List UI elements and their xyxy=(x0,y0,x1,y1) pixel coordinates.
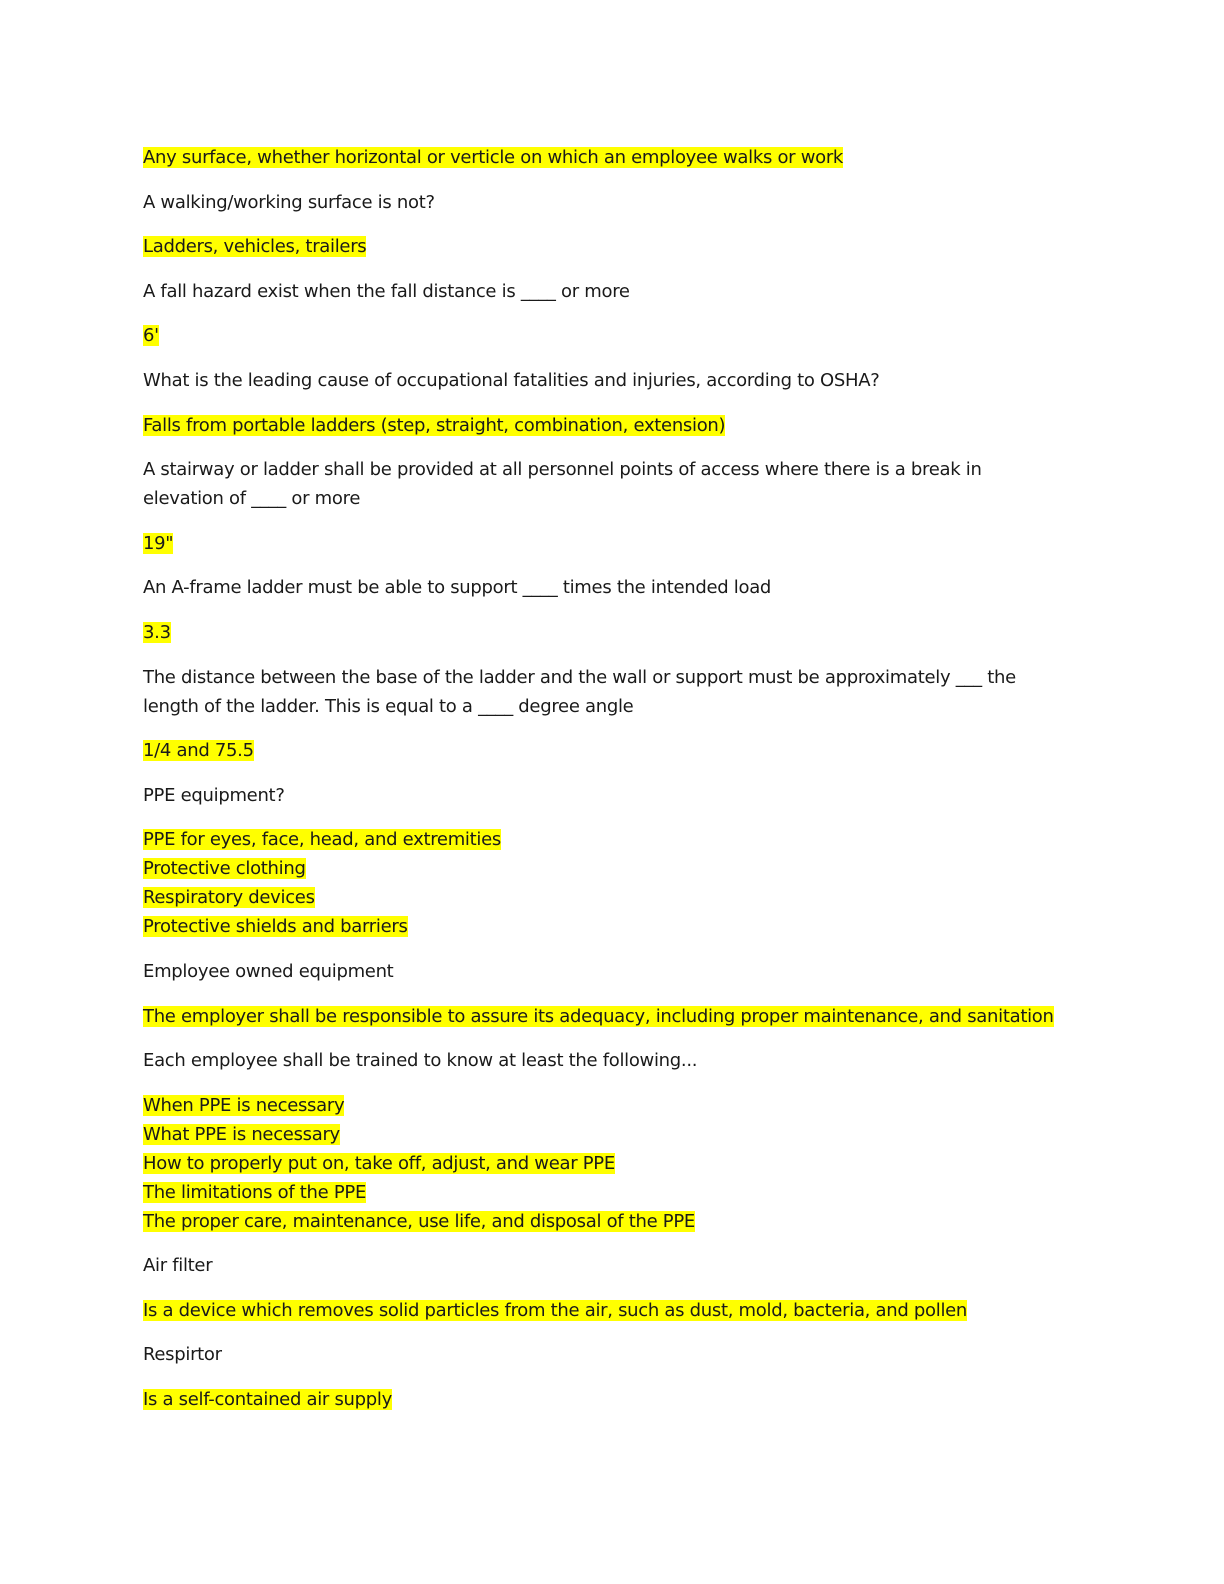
answer-paragraph xyxy=(143,825,1083,941)
question-paragraph xyxy=(143,957,1083,986)
text-line xyxy=(143,411,1083,440)
highlighted-answer-text: PPE for eyes, face, head, and extremities xyxy=(143,829,501,851)
question-text: Employee owned equipment xyxy=(143,960,394,982)
highlighted-answer-text: Protective clothing xyxy=(143,858,306,880)
question-paragraph xyxy=(143,1251,1083,1280)
highlighted-answer-text: Is a device which removes solid particles from the air, such as dust, mold, bacteria, and pollen xyxy=(143,1299,968,1321)
highlighted-answer-text: Is a self-contained air supply xyxy=(143,1389,392,1411)
highlighted-answer-text: Protective shields and barriers xyxy=(143,916,408,938)
question-paragraph xyxy=(143,366,1083,395)
highlighted-answer-text: The proper care, maintenance, use life, and disposal of the PPE xyxy=(143,1210,695,1232)
answer-paragraph xyxy=(143,321,1083,350)
highlighted-answer-text: How to properly put on, take off, adjust, and wear PPE xyxy=(143,1152,615,1174)
text-line xyxy=(143,529,1083,558)
highlighted-answer-text: 1/4 and 75.5 xyxy=(143,740,254,762)
text-line xyxy=(143,1091,1083,1120)
question-text: An A-frame ladder must be able to support ____ times the intended load xyxy=(143,577,772,599)
answer-paragraph xyxy=(143,1091,1083,1236)
question-text: The distance between the base of the ladder and the wall or support must be approximately ___ the xyxy=(143,666,1016,688)
text-line xyxy=(143,883,1083,912)
text-line xyxy=(143,455,1083,484)
highlighted-answer-text: The limitations of the PPE xyxy=(143,1181,367,1203)
text-line xyxy=(143,781,1083,810)
highlighted-answer-text: Falls from portable ladders (step, straight, combination, extension) xyxy=(143,414,726,436)
text-line xyxy=(143,188,1083,217)
question-paragraph xyxy=(143,188,1083,217)
question-paragraph xyxy=(143,781,1083,810)
highlighted-answer-text: The employer shall be responsible to assure its adequacy, including proper maintenance, and sanitation xyxy=(143,1005,1054,1027)
text-line xyxy=(143,1296,1083,1325)
answer-paragraph xyxy=(143,618,1083,647)
text-line xyxy=(143,321,1083,350)
text-line xyxy=(143,1385,1083,1414)
document-page xyxy=(143,143,1083,1430)
text-line xyxy=(143,854,1083,883)
text-line xyxy=(143,1340,1083,1369)
question-paragraph xyxy=(143,455,1083,513)
question-paragraph xyxy=(143,277,1083,306)
question-text: length of the ladder. This is equal to a ____ degree angle xyxy=(143,695,634,717)
highlighted-answer-text: Respiratory devices xyxy=(143,887,315,909)
highlighted-answer-text: 6' xyxy=(143,325,159,347)
text-line xyxy=(143,825,1083,854)
text-line xyxy=(143,618,1083,647)
text-line xyxy=(143,1002,1083,1031)
answer-paragraph xyxy=(143,232,1083,261)
text-line xyxy=(143,1251,1083,1280)
text-line xyxy=(143,366,1083,395)
highlighted-answer-text: Any surface, whether horizontal or verticle on which an employee walks or work xyxy=(143,147,844,168)
question-text: PPE equipment? xyxy=(143,784,285,806)
text-line xyxy=(143,1178,1083,1207)
text-line xyxy=(143,663,1083,692)
question-text: What is the leading cause of occupational fatalities and injuries, according to OSHA? xyxy=(143,369,880,391)
question-text: Each employee shall be trained to know at least the following... xyxy=(143,1050,698,1072)
highlighted-answer-text: Ladders, vehicles, trailers xyxy=(143,236,367,258)
text-line xyxy=(143,277,1083,306)
question-paragraph xyxy=(143,1340,1083,1369)
text-line xyxy=(143,1046,1083,1075)
text-line xyxy=(143,484,1083,513)
text-line xyxy=(143,1149,1083,1178)
text-line xyxy=(143,1207,1083,1236)
text-line xyxy=(143,143,1083,172)
highlighted-answer-text: 19" xyxy=(143,532,174,554)
question-text: A stairway or ladder shall be provided at all personnel points of access where there is a break in xyxy=(143,459,982,481)
text-line xyxy=(143,692,1083,721)
question-paragraph xyxy=(143,573,1083,602)
question-text: A walking/working surface is not? xyxy=(143,191,435,213)
question-text: A fall hazard exist when the fall distance is ____ or more xyxy=(143,280,630,302)
answer-paragraph xyxy=(143,1002,1083,1031)
text-line xyxy=(143,573,1083,602)
text-line xyxy=(143,957,1083,986)
answer-paragraph xyxy=(143,143,1083,172)
answer-paragraph xyxy=(143,1385,1083,1414)
highlighted-answer-text: 3.3 xyxy=(143,621,171,643)
question-text: elevation of ____ or more xyxy=(143,488,361,510)
question-paragraph xyxy=(143,663,1083,721)
text-line xyxy=(143,736,1083,765)
question-paragraph xyxy=(143,1046,1083,1075)
answer-paragraph xyxy=(143,736,1083,765)
answer-paragraph xyxy=(143,1296,1083,1325)
text-line xyxy=(143,912,1083,941)
text-line xyxy=(143,232,1083,261)
question-text: Respirtor xyxy=(143,1344,222,1366)
question-text: Air filter xyxy=(143,1255,213,1277)
text-line xyxy=(143,1120,1083,1149)
answer-paragraph xyxy=(143,411,1083,440)
highlighted-answer-text: When PPE is necessary xyxy=(143,1094,345,1116)
highlighted-answer-text: What PPE is necessary xyxy=(143,1123,340,1145)
answer-paragraph xyxy=(143,529,1083,558)
